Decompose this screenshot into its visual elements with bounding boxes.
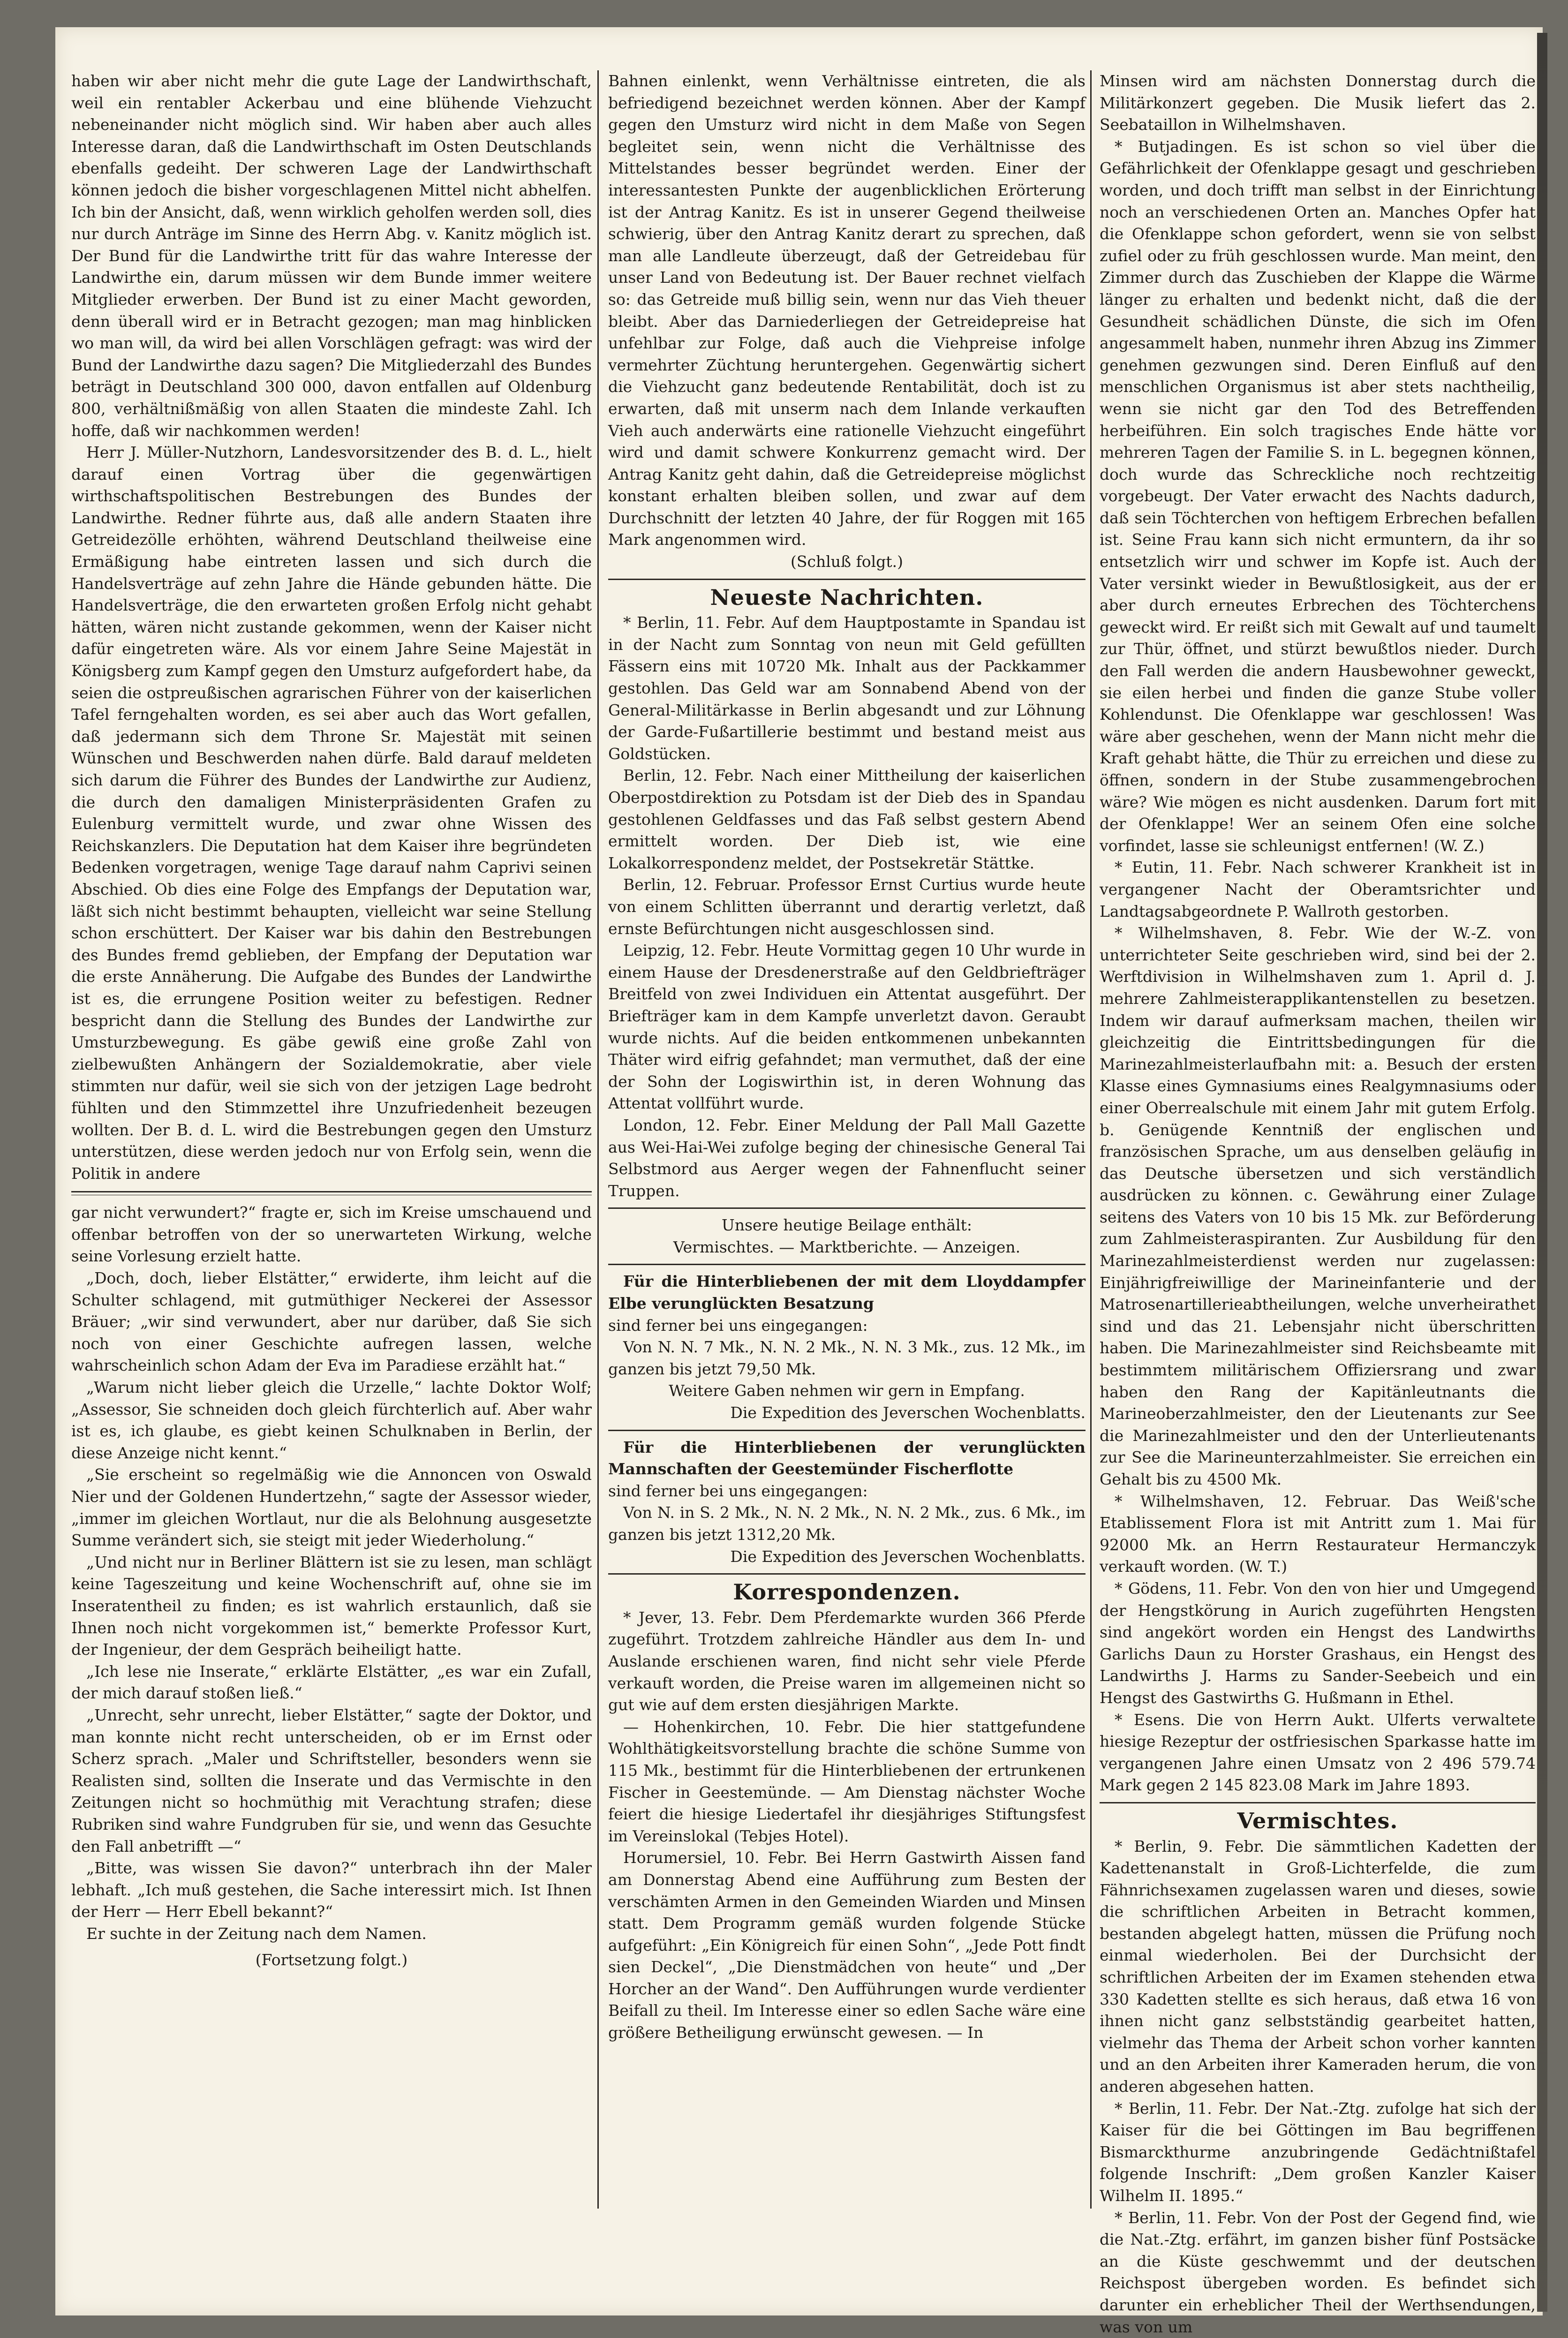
correspondence-item: * Butjadingen. Es ist schon so viel über die Gefährlichkeit der Ofenklappe gesagt und geschrieben worden, und doch trifft man selbst in der Einrichtung noch an verschiedenen Orten an. Manches Opfer hat die Ofenklappe schon gefordert, wenn sie von selbst zufiel oder zu früh geschlossen wurde. Man meint, den Zimmer durch das Zuschieben der Klappe die Wärme länger zu erhalten und bedenkt nicht, daß die der Gesundheit schädlichen Dünste, die sich im Ofen angesammelt haben, nunmehr ihren Abzug ins Zimmer genehmen gezwungen sind. Deren Einfluß auf den menschlichen Organismus ist aber stets nachtheilig, wenn sie nicht gar den Tod des Betreffenden herbeiführen. Ein solch tragisches Ende hätte vor mehreren Tagen der Familie S. in L. begegnen können, doch wurde das Schreckliche noch rechtzeitig vorgebeugt. Der Vater erwacht des Nachts dadurch, daß sein Töchterchen von heftigem Erbrechen befallen ist. Seine Frau kann sich nicht ermuntern, da ihr so entsetzlich wirr und schwer im Kopfe ist. Auch der Vater versinkt wieder in Bewußtlosigkeit, aus der er aber durch erneutes Erbrechen des Töchterchens geweckt wird. Er reißt sich mit Gewalt auf und taumelt zur Thür, öffnet, und stürzt bewußtlos nieder. Durch den Fall werden die andern Hausbewohner geweckt, sie eilen herbei und finden die ganze Stube voller Kohlendunst. Die Ofenklappe war geschlossen! Was wäre aber geschehen, wenn der Mann nicht mehr die Kraft gehabt hätte, die Thür zu erreichen und diese zu öffnen, sondern in der Stube zusammengebrochen wäre? Wie mögen es nicht ausdenken. Darum fort mit der Ofenklappe! Wer an seinem Ofen eine solche vorfindet, lasse sie schleunigst entfernen! (W. Z.): [1100, 137, 1536, 855]
column-1: [71, 70, 592, 2209]
section-divider: [608, 1430, 1086, 1431]
correspondence-item: * Esens. Die von Herrn Aukt. Ulferts verwaltete hiesige Rezeptur der ostfriesischen Sparkasse hatte im vergangenen Jahre einen Umsatz von 2 496 579.74 Mark gegen 2 145 823.08 Mark im Jahre 1893.: [1100, 1710, 1536, 1795]
continuation-note: (Fortsetzung folgt.): [255, 1951, 408, 1969]
article-paragraph: Herr J. Müller-Nutzhorn, Landesvorsitzender des B. d. L., hielt darauf einen Vortrag über die gegenwärtigen wirthschaftspolitischen Bestrebungen des Bundes der Landwirthe. Redner führte aus, daß alle andern Staaten ihre Getreidezölle erhöhten, während Deutschland theilweise eine Ermäßigung habe eintreten lassen und sich durch die Handelsverträge auf zehn Jahre die Hände gebunden hätte. Die Handelsverträge, die den erwarteten großen Erfolg nicht gehabt hätten, wären nicht zustande gekommen, wenn der Kaiser nicht dafür eingetreten wäre. Als vor einem Jahre Seine Majestät in Königsberg zum Kampf gegen den Umsturz aufgefordert habe, da seien die ostpreußischen agrarischen Führer von der kaiserlichen Tafel ferngehalten worden, es sei aber auch das Wort gefallen, daß jedermann sich dem Throne Sr. Majestät mit seinen Wünschen und Beschwerden nahen dürfe. Bald darauf meldeten sich darum die Führer des Bundes der Landwirthe zur Audienz, die durch den damaligen Ministerpräsidenten Grafen zu Eulenburg vermittelt wurde, und zwar ohne Wissen des Reichskanzlers. Die Deputation hat dem Kaiser ihre begründeten Bedenken vorgetragen, wenige Tage darauf nahm Caprivi seinen Abschied. Ob dies eine Folge des Empfangs der Deputation war, läßt sich nicht bestimmt behaupten, vielleicht war seine Stellung schon erschüttert. Der Kaiser war bis dahin den Bestrebungen des Bundes fremd geblieben, der Empfang der Deputation war die erste Annäherung. Die Aufgabe des Bundes der Landwirthe ist es, die errungene Position weiter zu befestigen. Redner bespricht dann die Stellung des Bundes der Landwirthe zur Umsturzbewegung. Es gäbe gewiß eine große Zahl von zielbewußten Anhängern der Sozialdemokratie, aber viele stimmten nur dafür, weil sie sich von der jetzigen Lage bedroht fühlten und den Stimmzettel ihre Unzufriedenheit bezeugen wollten. Der B. d. L. wird die Bestrebungen gegen den Umsturz unterstützen, diese werden jedoch nur von Erfolg sein, wenn die Politik in andere: [71, 443, 592, 1183]
correspondence-item: — Hohenkirchen, 10. Febr. Die hier stattgefundene Wohlthätigkeitsvorstellung brachte die schöne Summe von 115 Mk., bestimmt für die Hinterbliebenen der ertrunkenen Fischer in Geestemünde. — Am Dienstag nächster Woche feiert die hiesige Liedertafel ihr diesjähriges Stiftungsfest im Vereinslokal (Tebjes Hotel).: [608, 1717, 1086, 1845]
supplement-contents: Vermischtes. — Marktberichte. — Anzeigen.: [673, 1237, 1021, 1256]
correspondence-item: * Eutin, 11. Febr. Nach schwerer Krankheit ist in vergangener Nacht der Oberamtsrichter und Landtagsabgeordnete P. Wallroth gestorben.: [1100, 858, 1536, 920]
feuilleton-paragraph: „Ich lese nie Inserate,“ erklärte Elstätter, „es war ein Zufall, der mich darauf stoßen ließ.“: [71, 1662, 592, 1703]
section-divider: [608, 1207, 1086, 1209]
donation-title: Für die Hinterbliebenen der verunglückten Mannschaften der Geestemünder Fischerflotte: [608, 1438, 1086, 1478]
feuilleton-paragraph: gar nicht verwundert?“ fragte er, sich im Kreise umschauend und offenbar betroffen von der so unerwarteten Wirkung, welche seine Vorlesung erzielt hatte.: [71, 1203, 592, 1266]
column-2: [608, 70, 1086, 2209]
misc-item: * Berlin, 11. Febr. Von der Post der Gegend find, wie die Nat.-Ztg. erfährt, im ganzen bisher fünf Postsäcke an die Küste geschwemmt und der deutschen Reichspost übergeben worden. Es befindet sich darunter ein erheblicher Theil der Werthsendungen, was von um: [1100, 2208, 1536, 2336]
column-rule: [1090, 70, 1092, 2209]
feuilleton-paragraph: „Unrecht, sehr unrecht, lieber Elstätter,“ sagte der Doktor, und man konnte nicht recht unterscheiden, ob er im Ernst oder Scherz sprach. „Maler und Schriftsteller, besonders wenn sie Realisten sind, sollten die Inserate und das Vermischte in den Zeitungen nicht so hochmüthig mit Verachtung strafen; diese Rubriken sind wahre Fundgruben für sie, und wenn das Gesuchte den Fall anbetrifft —“: [71, 1705, 592, 1855]
page-edge-shadow: [1537, 33, 1547, 2312]
news-item: * Berlin, 11. Febr. Auf dem Hauptpostamte in Spandau ist in der Nacht zum Sonntag von neun mit Geld gefüllten Fässern eins mit 10720 Mk. Inhalt aus der Packkammer gestohlen. Das Geld war am Sonnabend Abend von der General-Militärkasse in Berlin abgesandt und zur Löhnung der Garde-Fußartillerie bestimmt und bestand meist aus Goldstücken.: [608, 613, 1086, 763]
section-divider: [608, 1573, 1086, 1575]
donation-signature: Die Expedition des Jeverschen Wochenblatts.: [730, 1547, 1086, 1566]
correspondence-item: Horumersiel, 10. Febr. Bei Herrn Gastwirth Aissen fand am Donnerstag Abend eine Aufführung zum Besten der verschämten Armen in den Gemeinden Wiarden und Minsen statt. Dem Programm gemäß wurden folgende Stücke aufgeführt: „Ein Königreich für einen Sohn“, „Jede Pott findt sien Deckel“, „Die Dienstmädchen von heute“ und „Der Horcher an der Wand“. Den Aufführungen wurde verdienter Beifall zu theil. Im Interesse einer so edlen Sache wäre eine größere Betheiligung erwünscht gewesen. — In: [608, 1848, 1086, 2042]
feuilleton-paragraph: „Doch, doch, lieber Elstätter,“ erwiderte, ihm leicht auf die Schulter schlagend, mit gutmüthiger Neckerei der Assessor Bräuer; „wir sind verwundert, aber nur darüber, daß Sie sich noch von einer Geschichte aufregen lassen, welche wahrscheinlich schon Adam der Eva im Paradiese erzählt hat.“: [71, 1269, 592, 1375]
feuilleton-paragraph: Er suchte in der Zeitung nach dem Namen.: [86, 1924, 427, 1943]
supplement-note: Unsere heutige Beilage enthält:: [722, 1216, 972, 1235]
section-heading-news: Neueste Nachrichten.: [710, 584, 984, 610]
donation-text: Weitere Gaben nehmen wir gern in Empfang.: [669, 1381, 1025, 1400]
section-divider: [71, 1191, 592, 1195]
news-item: Berlin, 12. Febr. Nach einer Mittheilung der kaiserlichen Oberpostdirektion zu Potsdam ist der Dieb des in Spandau gestohlenen Geldfasses und das Faß selbst gestern Abend ermittelt worden. Der Dieb ist, wie eine Lokalkorrespondenz meldet, der Postsekretär Stättke.: [608, 766, 1086, 872]
section-heading-correspondence: Korrespondenzen.: [733, 1579, 961, 1605]
column-rule: [597, 70, 599, 2209]
misc-item: * Berlin, 9. Febr. Die sämmtlichen Kadetten der Kadettenanstalt in Groß-Lichterfelde, die zum Fähnrichsexamen zugelassen waren und dieses, sowie die schriftlichen Arbeiten in Betracht kommen, bestanden abgelegt hatten, müssen die Prüfung noch einmal wiederholen. Bei der Durchsicht der schriftlichen Arbeiten der im Examen stehenden etwa 330 Kadetten stellte es sich heraus, daß etwa 16 von ihnen nicht ganz selbstständig gearbeitet hatten, vielmehr das Thema der Arbeit schon vorher kannten und an den Arbeiten ihrer Kameraden herum, die von anderen abgesehen hatten.: [1100, 1837, 1536, 2096]
feuilleton-paragraph: „Sie erscheint so regelmäßig wie die Annoncen von Oswald Nier und der Goldenen Hundertzehn,“ sagte der Assessor wieder, „immer im gleichen Wortlaut, nur die als Belohnung ausgesetzte Summe verändert sich, sie steigt mit jeder Wiederholung.“: [71, 1465, 592, 1550]
feuilleton-paragraph: „Und nicht nur in Berliner Blättern ist sie zu lesen, man schlägt keine Tageszeitung und keine Wochenschrift auf, ohne sie im Inseratentheil zu finden; es ist wahrlich erstaunlich, daß sie Ihnen noch nicht vorgekommen ist,“ bemerkte Professor Kurt, der Ingenieur, der dem Gespräch beiheiligt hatte.: [71, 1553, 592, 1659]
donation-text: Von N. in S. 2 Mk., N. N. 2 Mk., N. N. 2 Mk., zus. 6 Mk., im ganzen bis jetzt 1312,20 Mk.: [608, 1503, 1086, 1544]
donation-notice-1: [608, 1271, 1086, 1424]
section-divider: [608, 579, 1086, 580]
section-divider: [1100, 1802, 1536, 1803]
article-paragraph: Bahnen einlenkt, wenn Verhältnisse eintreten, die als befriedigend bezeichnet werden können. Aber der Kampf gegen den Umsturz wird nicht in dem Maße von Segen begleitet sein, wenn nicht die Verhältnisse des Mittelstandes besser begründet werden. Einer der interessantesten Punkte der augenblicklichen Erörterung ist der Antrag Kanitz. Es ist in unserer Gegend theilweise schwierig, über den Antrag Kanitz derart zu sprechen, daß man alle Landleute überzeugt, daß der Getreidebau für unser Land von Bedeutung ist. Der Bauer rechnet vielfach so: das Getreide muß billig sein, wenn nur das Vieh theuer bleibt. Aber das Darniederliegen der Getreidepreise hat unfehlbar zur Folge, daß auch die Viehpreise infolge vermehrter Züchtung heruntergehen. Gegenwärtig sichert die Viehzucht ganz bedeutende Rentabilität, doch ist zu erwarten, daß mit unserm nach dem Inlande verkauften Vieh auch anderwärts eine rationelle Viehzucht eingeführt wird und damit schwere Konkurrenz gemacht wird. Der Antrag Kanitz geht dahin, daß die Getreidepreise möglichst konstant erhalten bleiben sollen, und zwar auf dem Durchschnitt der letzten 40 Jahre, der für Roggen mit 165 Mark angenommen wird.: [608, 72, 1086, 549]
news-item: Leipzig, 12. Febr. Heute Vormittag gegen 10 Uhr wurde in einem Hause der Dresdenerstraße auf den Geldbriefträger Breitfeld von zwei Individuen ein Attentat ausgeführt. Der Briefträger kam in dem Kampfe unverletzt davon. Geraubt wurde nichts. Auf die beiden entkommenen unbekannten Thäter wird eifrig gefahndet; man vermuthet, daß der eine der Sohn der Logiswirthin ist, in deren Wohnung das Attentat vollführt wurde.: [608, 941, 1086, 1113]
donation-text: sind ferner bei uns eingegangen:: [608, 1316, 868, 1335]
correspondence-item: * Gödens, 11. Febr. Von den von hier und Umgegend der Hengstkörung in Aurich zugeführten Hengsten sind angekört worden ein Hengst des Landwirths Garlichs Daun zu Horster Grashaus, ein Hengst des Landwirths J. Harms zu Sander-Seebeich und ein Hengst des Gastwirths G. Hußmann in Ethel.: [1100, 1579, 1536, 1707]
donation-text: sind ferner bei uns eingegangen:: [608, 1481, 868, 1500]
news-item: Berlin, 12. Februar. Professor Ernst Curtius wurde heute von einem Schlitten überrannt und derartig verletzt, daß ernste Befürchtungen nicht ausgeschlossen sind.: [608, 875, 1086, 938]
correspondence-item: * Wilhelmshaven, 12. Februar. Das Weiß'sche Etablissement Flora ist mit Antritt zum 1. Mai für 92000 Mk. an Herrn Restaurateur Hermanczyk verkauft worden. (W. T.): [1100, 1492, 1536, 1576]
section-divider: [608, 1264, 1086, 1265]
article-paragraph: haben wir aber nicht mehr die gute Lage der Landwirthschaft, weil ein rentabler Ackerbau und eine blühende Viehzucht nebeneinander nicht möglich sind. Wir haben aber auch alles Interesse daran, daß die Landwirthschaft im Osten Deutschlands ebenfalls gedeiht. Der schweren Lage der Landwirthschaft können jedoch die bisher vorgeschlagenen Mittel nicht abhelfen. Ich bin der Ansicht, daß, wenn wirklich geholfen werden soll, dies nur durch Anträge im Sinne des Herrn Abg. v. Kanitz möglich ist. Der Bund für die Landwirthe tritt für das wahre Interesse der Landwirthe ein, darum müssen wir dem Bunde immer weitere Mitglieder erwerben. Der Bund ist zu einer Macht geworden, denn überall wird er in Betracht gezogen; man mag hinblicken wo man will, da wird bei allen Vorschlägen gefragt: was wird der Bund der Landwirthe dazu sagen? Die Mitgliederzahl des Bundes beträgt in Deutschland 300 000, davon entfallen auf Oldenburg 800, verhältnißmäßig von allen Staaten die mindeste Zahl. Ich hoffe, daß wir nachkommen werden!: [71, 72, 592, 440]
feuilleton-paragraph: „Bitte, was wissen Sie davon?“ unterbrach ihn der Maler lebhaft. „Ich muß gestehen, die Sache interessirt mich. Ist Ihnen der Herr — Herr Ebell bekannt?“: [71, 1859, 592, 1921]
donation-text: Von N. N. 7 Mk., N. N. 2 Mk., N. N. 3 Mk., zus. 12 Mk., im ganzen bis jetzt 79,50 Mk.: [608, 1338, 1086, 1378]
misc-item: * Berlin, 11. Febr. Der Nat.-Ztg. zufolge hat sich der Kaiser für die bei Göttingen im Bau begriffenen Bismarckthurme anzubringende Gedächtnißtafel folgende Inschrift: „Dem großen Kanzler Kaiser Wilhelm II. 1895.“: [1100, 2099, 1536, 2205]
donation-notice-2: [608, 1437, 1086, 1568]
feuilleton-paragraph: „Warum nicht lieber gleich die Urzelle,“ lachte Doktor Wolf; „Assessor, Sie schneiden doch gleich fürchterlich auf. Aber wahr ist es, ich glaube, es giebt keinen Schulknaben in Berlin, der diese Anzeige nicht kennt.“: [71, 1378, 592, 1462]
correspondence-item: * Wilhelmshaven, 8. Febr. Wie der W.-Z. von unterrichteter Seite geschrieben wird, sind bei der 2. Werftdivision in Wilhelmshaven zum 1. April d. J. mehrere Zahlmeisterapplikantenstellen zu besetzen. Indem wir darauf aufmerksam machen, theilen wir gleichzeitig die Eintrittsbedingungen für die Marinezahlmeisterlaufbahn mit: a. Besuch der ersten Klasse eines Gymnasiums eines Realgymnasiums oder einer Oberrealschule mit einem Jahr mit gutem Erfolg. b. Genügende Kenntniß der englischen und französischen Sprache, um aus denselben geläufig in das Deutsche übersetzen und sich verständlich ausdrücken zu können. c. Gewährung einer Zulage seitens des Vaters von 10 bis 15 Mk. zur Beförderung zum Zahlmeisteraspiranten. Zur Ausbildung für den Marinezahlmeisterdienst werden nur zugelassen: Einjährigfreiwillige der Marineinfanterie und der Matrosenartillerieabtheilungen, welche unverheirathet sind und das 21. Lebensjahr nicht überschritten haben. Die Marinezahlmeister sind Reichsbeamte mit bestimmtem militärischem Offiziersrang und zwar haben den Rang der Kapitänleutnants die Marineoberzahlmeister, den der Lieutenants zur See die Marinezahlmeister und den der Unterlieutenants zur See die Marineunterzahlmeister. Sie erreichen ein Gehalt bis zu 4500 Mk.: [1100, 924, 1536, 1488]
news-item: London, 12. Febr. Einer Meldung der Pall Mall Gazette aus Wei-Hai-Wei zufolge beging der chinesische General Tai Selbstmord aus Aerger wegen der Fahnenflucht seiner Truppen.: [608, 1116, 1086, 1200]
continuation-note: (Schluß folgt.): [791, 552, 903, 571]
donation-signature: Die Expedition des Jeverschen Wochenblatts.: [730, 1403, 1086, 1422]
correspondence-item: * Jever, 13. Febr. Dem Pferdemarkte wurden 366 Pferde zugeführt. Trotzdem zahlreiche Händler aus dem In- und Auslande erschienen waren, find nicht sehr viele Pferde verkauft worden, die Preise waren im allgemeinen nicht so gut wie auf dem ersten diesjährigen Markte.: [608, 1608, 1086, 1714]
correspondence-item: Minsen wird am nächsten Donnerstag durch die Militärkonzert gegeben. Die Musik liefert das 2. Seebataillon in Wilhelmshaven.: [1100, 72, 1536, 134]
column-3: [1100, 70, 1536, 2336]
donation-title: Für die Hinterbliebenen der mit dem Lloyddampfer Elbe verunglückten Besatzung: [608, 1272, 1086, 1313]
section-heading-miscellaneous: Vermischtes.: [1237, 1808, 1398, 1833]
